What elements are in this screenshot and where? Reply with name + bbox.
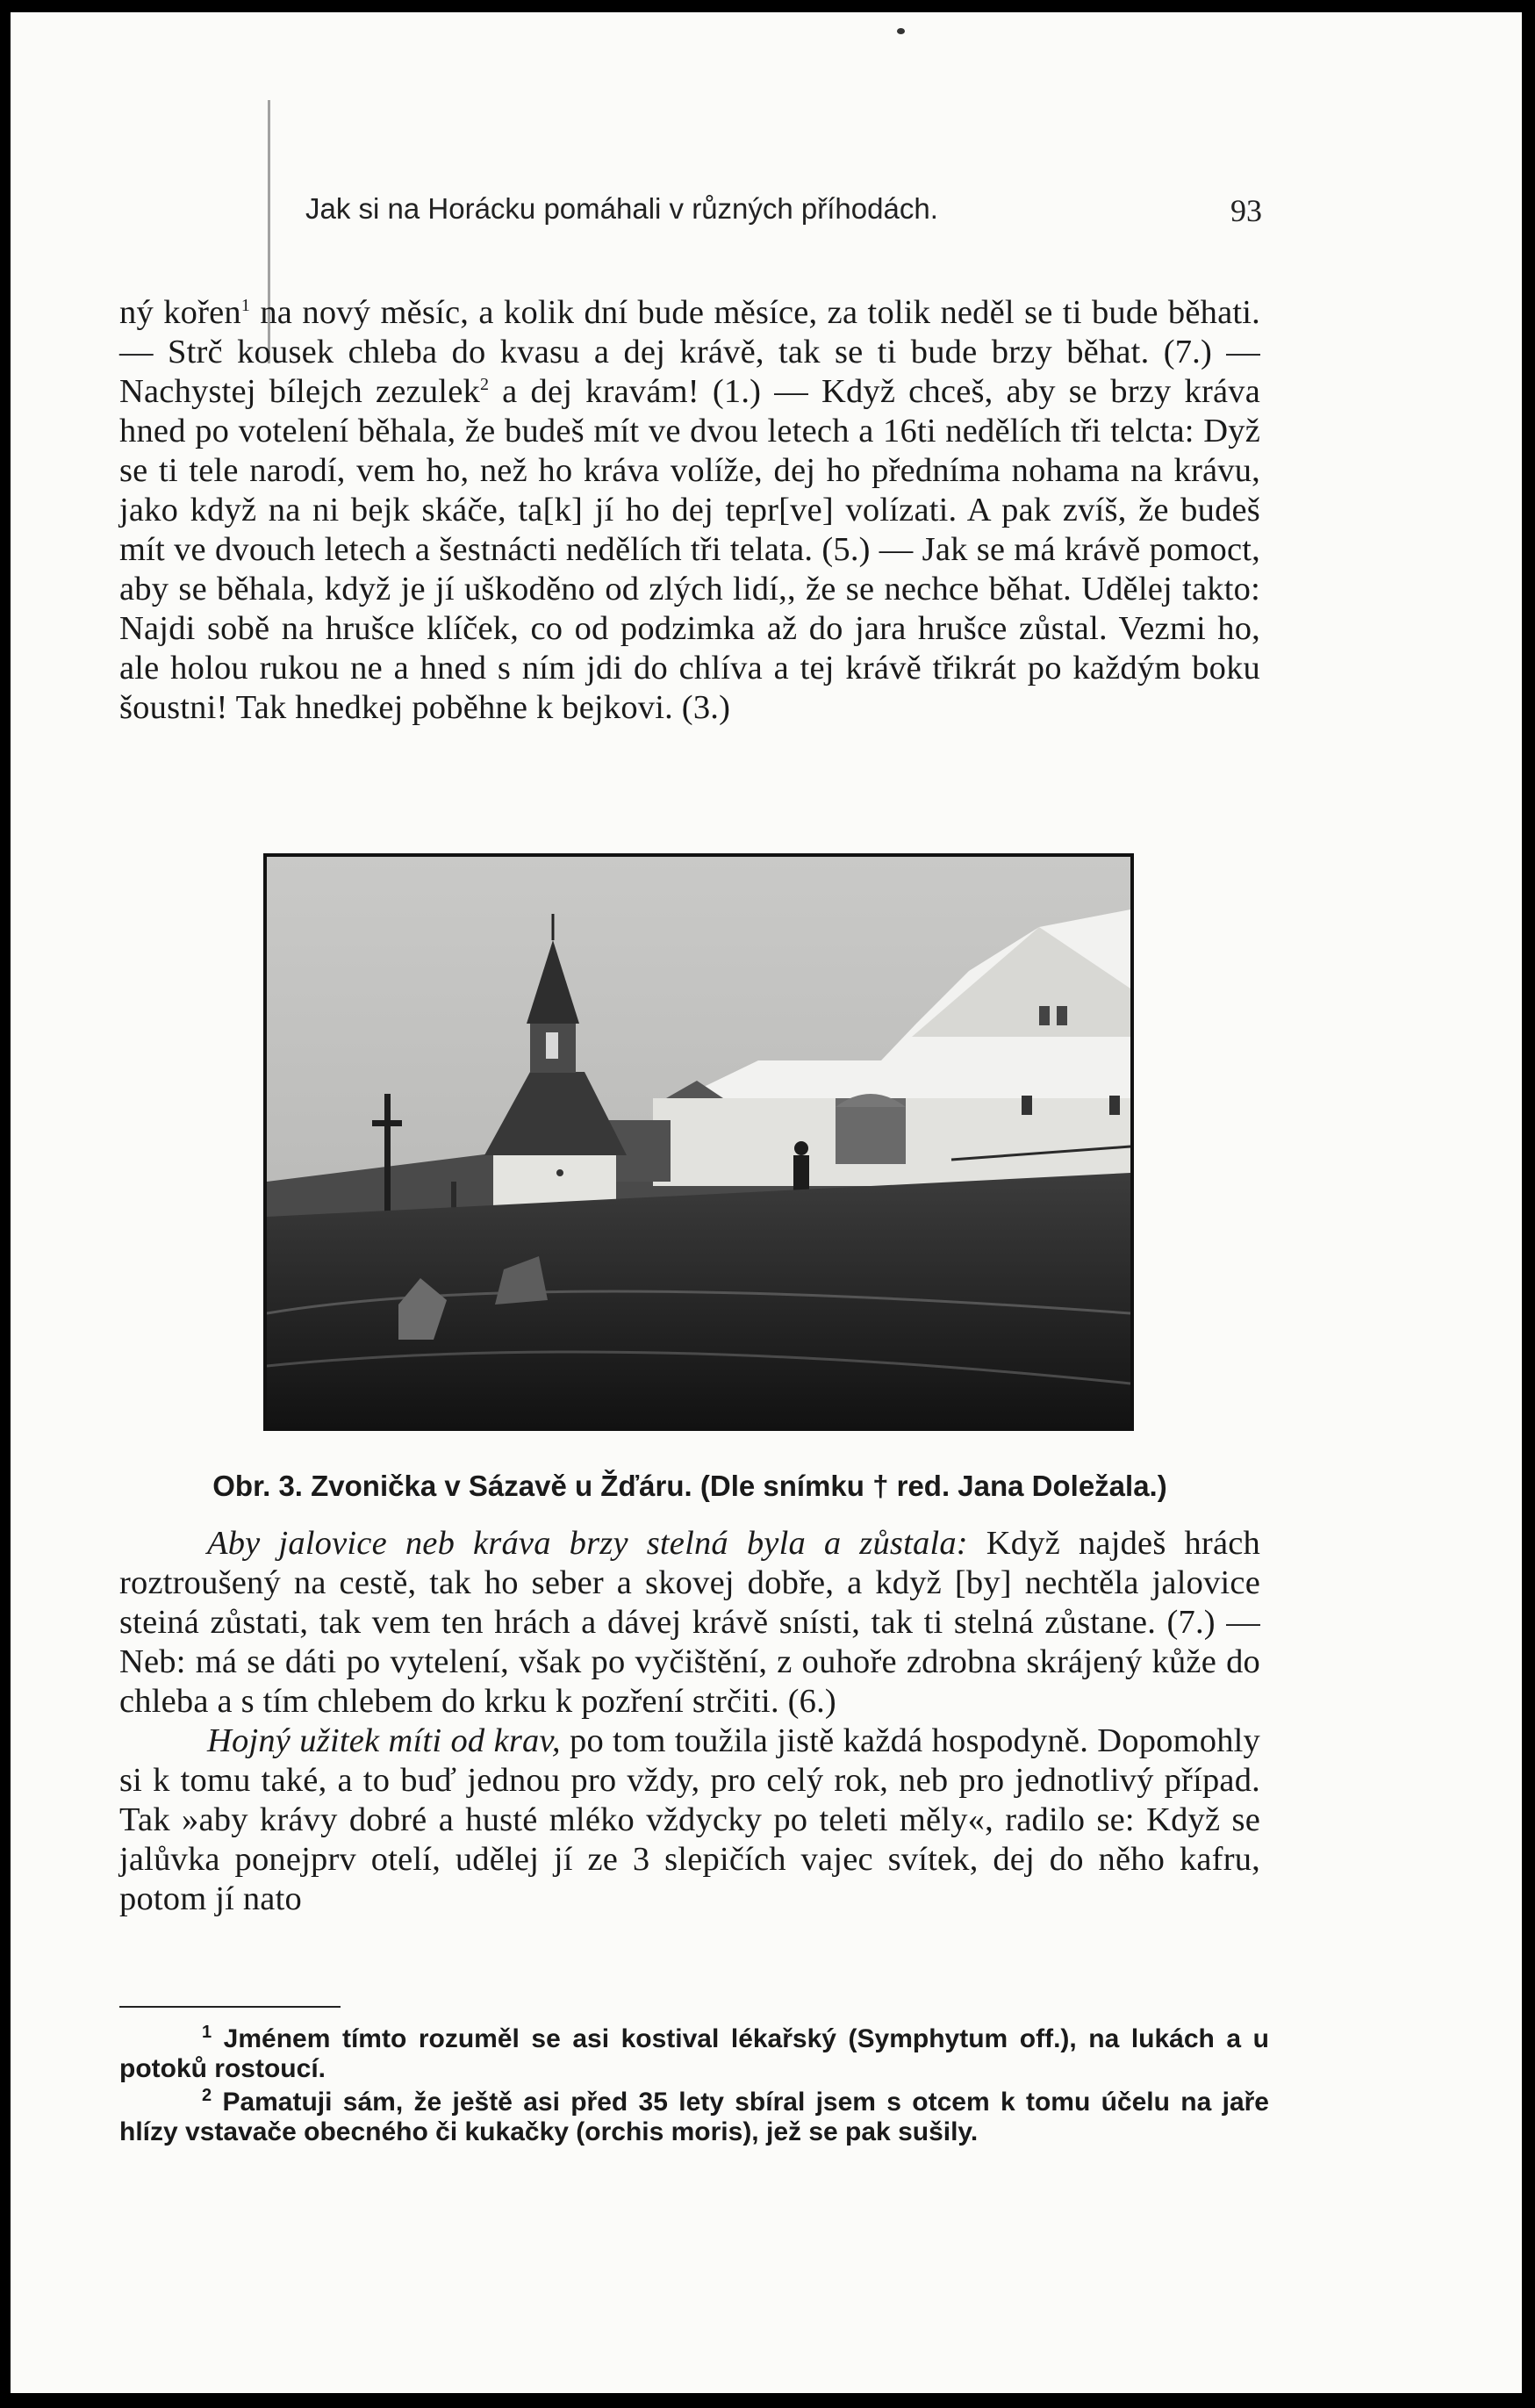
chapel-photo-illustration <box>267 857 1130 1427</box>
barn-door <box>836 1098 906 1164</box>
footnote-2-text: Pamatuji sám, že ještě asi před 35 lety sbíral jsem s otcem k tomu účelu na jaře hlízy vstavače obecného či kukačky (orchis moris), jež se pak sušily. <box>119 2088 1269 2146</box>
window-icon <box>1057 1006 1067 1025</box>
text-block-top <box>119 293 1260 728</box>
person-head <box>794 1141 808 1155</box>
paragraph-1-text-c: a dej kravám! (1.) — Když chceš, aby se brzy kráva hned po votelení běhala, že budeš mít ve dvou letech a 16ti nedělích tři telcta: Dyž se ti tele narodí, vem ho, než ho kráva volíže, dej ho předníma nohama na krávu, jako když na ni bejk skáče, ta[k] jí ho dej tepr[ve] volízati. A pak zvíš, že budeš mít ve dvouch letech a šestnácti nedělích tři telata. (5.) — Jak se má krávě pomoct, aby se běhala, když je jí uškoděno od zlých lidí,, že se nechce běhat. Udělej takto: Najdi sobě na hrušce klíček, co od podzimka až do jara hrušce zůstal. Vezmi ho, ale holou rukou ne a hned s ním jdi do chlíva a tej krávě třikrát po každým boku šoustni! Tak hnedkej poběhne k bejkovi. (3.) <box>119 373 1260 726</box>
book-page <box>11 12 1522 2393</box>
window-icon <box>1039 1006 1050 1025</box>
window-icon <box>1109 1096 1120 1115</box>
footnote-1-text: Jménem tímto rozuměl se asi kostival lékařský (Symphytum off.), na lukách a u potoků rostoucí. <box>119 2024 1269 2083</box>
paragraph-3 <box>119 1722 1260 1919</box>
foreground-ground <box>267 1173 1130 1427</box>
figure-photo <box>263 853 1134 1431</box>
footnotes <box>119 2024 1269 2151</box>
person-figure <box>793 1155 809 1192</box>
footnote-2-mark: 2 <box>202 2086 212 2105</box>
paragraph-1-text-a: ný kořen <box>119 294 241 331</box>
paragraph-2-text: Když najdeš hrách roztroušený na cestě, tak ho seber a skovej dobře, a když [by] nechtěla jalovice steiná zůstati, tak vem ten hrách a dávej krávě snísti, tak ti stelná zůstane. (7.) — Neb: má se dáti po vytelení, však po vyčištění, z ouhoře zdrobna skrájený kůže do chleba a s tím chlebem do krku k pozření strčiti. (6.) <box>119 1525 1260 1720</box>
footnote-ref-2: 2 <box>479 375 490 395</box>
cross-post <box>384 1094 391 1226</box>
footnote-2 <box>119 2088 1269 2147</box>
paragraph-2-lead: Aby jalovice neb kráva brzy stelná byla a zůstala: <box>207 1525 968 1562</box>
footnote-rule <box>119 2006 341 2008</box>
paragraph-3-text: po tom toužila jistě každá hospodyně. Dopomohly si k tomu také, a to buď jednou pro vždy, pro celý rok, neb pro jednotlivý případ. Tak »aby krávy dobré a husté mléko vždycky po teleti měly«, radilo se: Když se jalůvka ponejprv otelí, udělej jí ze 3 slepičích vajec svítek, dej do něho kafru, potom jí nato <box>119 1722 1261 1917</box>
window-icon <box>1022 1096 1032 1115</box>
paragraph-2 <box>119 1524 1260 1722</box>
footnote-1 <box>119 2024 1269 2084</box>
text-block-bottom <box>119 1524 1260 1919</box>
paragraph-1-text-b: na nový měsíc, a kolik dní bude měsíce, za tolik neděl se ti bude běhati. — Strč kousek chleba do kvasu a dej krávě, tak se ti bude brzy běhat. (7.) — Nachystej bílejch zezulek <box>119 294 1260 410</box>
bell-opening <box>546 1032 558 1059</box>
footnote-1-mark: 1 <box>202 2023 212 2042</box>
running-head-title: Jak si na Horácku pomáhali v různých příhodách. <box>305 192 938 225</box>
footnote-ref-1: 1 <box>240 296 251 316</box>
page-number: 93 <box>1230 193 1262 228</box>
chapel-window <box>556 1169 563 1176</box>
figure-caption: Obr. 3. Zvonička v Sázavě u Žďáru. (Dle snímku † red. Jana Doležala.) <box>212 1470 1167 1502</box>
cross-bar <box>372 1120 402 1126</box>
running-head <box>305 192 1262 236</box>
paragraph-1 <box>119 293 1260 728</box>
paragraph-3-lead: Hojný užitek míti od krav, <box>207 1722 561 1759</box>
print-speck <box>897 28 905 34</box>
